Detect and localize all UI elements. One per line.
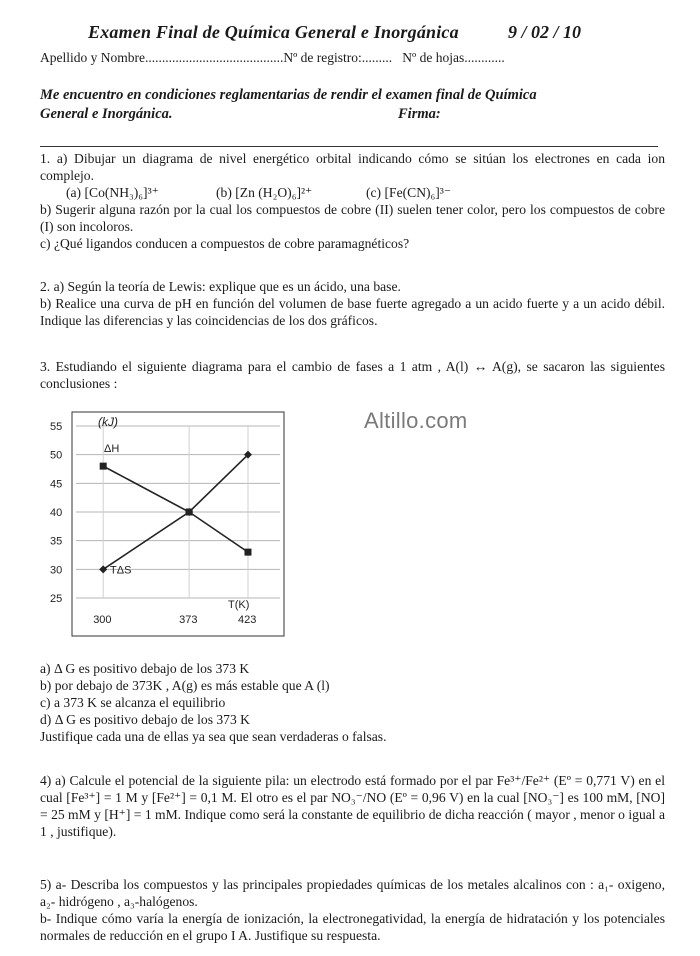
series-label: ΔH (104, 442, 120, 455)
q3-c: c) a 373 K se alcanza el equilibrio (40, 695, 226, 710)
hojas-blank[interactable]: ............ (464, 50, 505, 65)
series-point (100, 463, 107, 470)
y-tick-label: 30 (50, 564, 63, 577)
declaration-line-2: General e Inorgánica. (40, 106, 173, 122)
q3-justify: Justifique cada una de ellas ya sea que sean verdaderas o falsas. (40, 729, 387, 744)
header (0, 22, 700, 48)
question-3-conclusions (40, 660, 665, 745)
chart-ticks (50, 421, 256, 626)
question-2 (40, 278, 665, 329)
question-4 (40, 772, 665, 840)
q3-a: a) Δ G es positivo debajo de los 373 K (40, 661, 250, 676)
y-tick-label: 40 (50, 507, 63, 519)
phase-change-chart (38, 408, 288, 640)
q1-c: c) ¿Qué ligandos conducen a compuestos de cobre paramagnéticos? (40, 236, 410, 251)
name-blank[interactable]: ........................................ (148, 50, 284, 65)
declaration (40, 86, 670, 124)
q3-intro: 3. Estudiando el siguiente diagrama para el cambio de fases a 1 atm , A(l) ↔ A(g), se sacaron las siguientes conclusiones : (40, 359, 665, 391)
q5-b: b- Indique cómo varía la energía de ionización, la electronegatividad, la energía de hidratación y los potenciales normales de reducción en el grupo I A. Justifique su respuesta. (40, 911, 665, 943)
ion-a: (a) [Co(NH₃)₆]³⁺ (66, 185, 159, 200)
declaration-line-1: Me encuentro en condiciones reglamentarias de rendir el examen final de Química (40, 87, 537, 103)
q2-a: 2. a) Según la teoría de Lewis: explique que es un ácido, una base. (40, 279, 401, 294)
hojas-label: Nº de hojas (402, 50, 465, 65)
question-3-intro (40, 358, 665, 392)
q4-text: 4) a) Calcule el potencial de la siguiente pila: un electrodo está formado por el par Fe³⁺/Fe²⁺ (Eº = 0,771 V) en el cual [Fe³⁺] = 1 M y [Fe²⁺] = 0,1 M. El otro es el par NO₃⁻/NO (Eº = 0,96 V) en la cual [NO₃⁻] es 100 mM, [NO] = 25 mM y [H⁺] = 1 mM. Indique como será la constante de equilibrio de dicha reacción ( mayor , menor o igual a 1 , justifique). (40, 773, 665, 839)
chart-svg (38, 408, 288, 640)
q3-b: b) por debajo de 373K , A(g) es más estable que A (l) (40, 678, 330, 693)
registro-label: Nº de registro: (283, 50, 362, 65)
name-label: Apellido y Nombre. (40, 50, 149, 65)
q3-d: d) Δ G es positivo debajo de los 373 K (40, 712, 250, 727)
question-1 (40, 150, 665, 252)
series-line-0 (103, 466, 248, 552)
y-unit-label: (kJ) (98, 415, 118, 429)
q1-ions (40, 184, 665, 201)
exam-title: Examen Final de Química General e Inorgánica (88, 22, 459, 42)
q1-a: 1. a) Dibujar un diagrama de nivel energético orbital indicando cómo se sitúan los electrones en cada ion complejo. (40, 151, 665, 183)
series-label: TΔS (110, 564, 132, 577)
q2-b: b) Realice una curva de pH en función del volumen de base fuerte agregado a un acido fuerte y a un acido débil. Indique las diferencias y las coincidencias de los dos gráficos. (40, 296, 665, 328)
y-tick-label: 45 (50, 478, 63, 491)
x-tick-label: 373 (179, 614, 198, 626)
ion-c: (c) [Fe(CN)₆]³⁻ (366, 185, 452, 200)
series-point (244, 549, 251, 556)
x-tick-label: 300 (93, 614, 112, 626)
y-tick-label: 50 (50, 449, 63, 462)
q5-a: 5) a- Describa los compuestos y las principales propiedades químicas de los metales alcalinos con : a₁- oxigeno, a₂- hidrógeno , a₃-halógenos. (40, 877, 665, 909)
header-divider (40, 146, 658, 147)
watermark: Altillo.com (364, 408, 468, 433)
student-fields (40, 50, 670, 66)
q1-b: b) Sugerir alguna razón por la cual los compuestos de cobre (II) suelen tener color, pero los compuestos de cobre (I) son incoloros. (40, 202, 665, 234)
registro-blank[interactable]: ......... (361, 50, 393, 65)
y-tick-label: 25 (50, 593, 63, 605)
ion-b: (b) [Zn (H₂O)₆]²⁺ (216, 185, 313, 200)
x-tick-label: 423 (237, 614, 257, 626)
y-tick-label: 55 (50, 421, 63, 433)
firma-label: Firma: (398, 106, 441, 122)
question-5 (40, 876, 665, 944)
y-tick-label: 35 (50, 535, 63, 548)
x-axis-label: T(K) (228, 599, 250, 611)
chart-series (99, 443, 252, 576)
exam-date: 9 / 02 / 10 (508, 22, 582, 42)
